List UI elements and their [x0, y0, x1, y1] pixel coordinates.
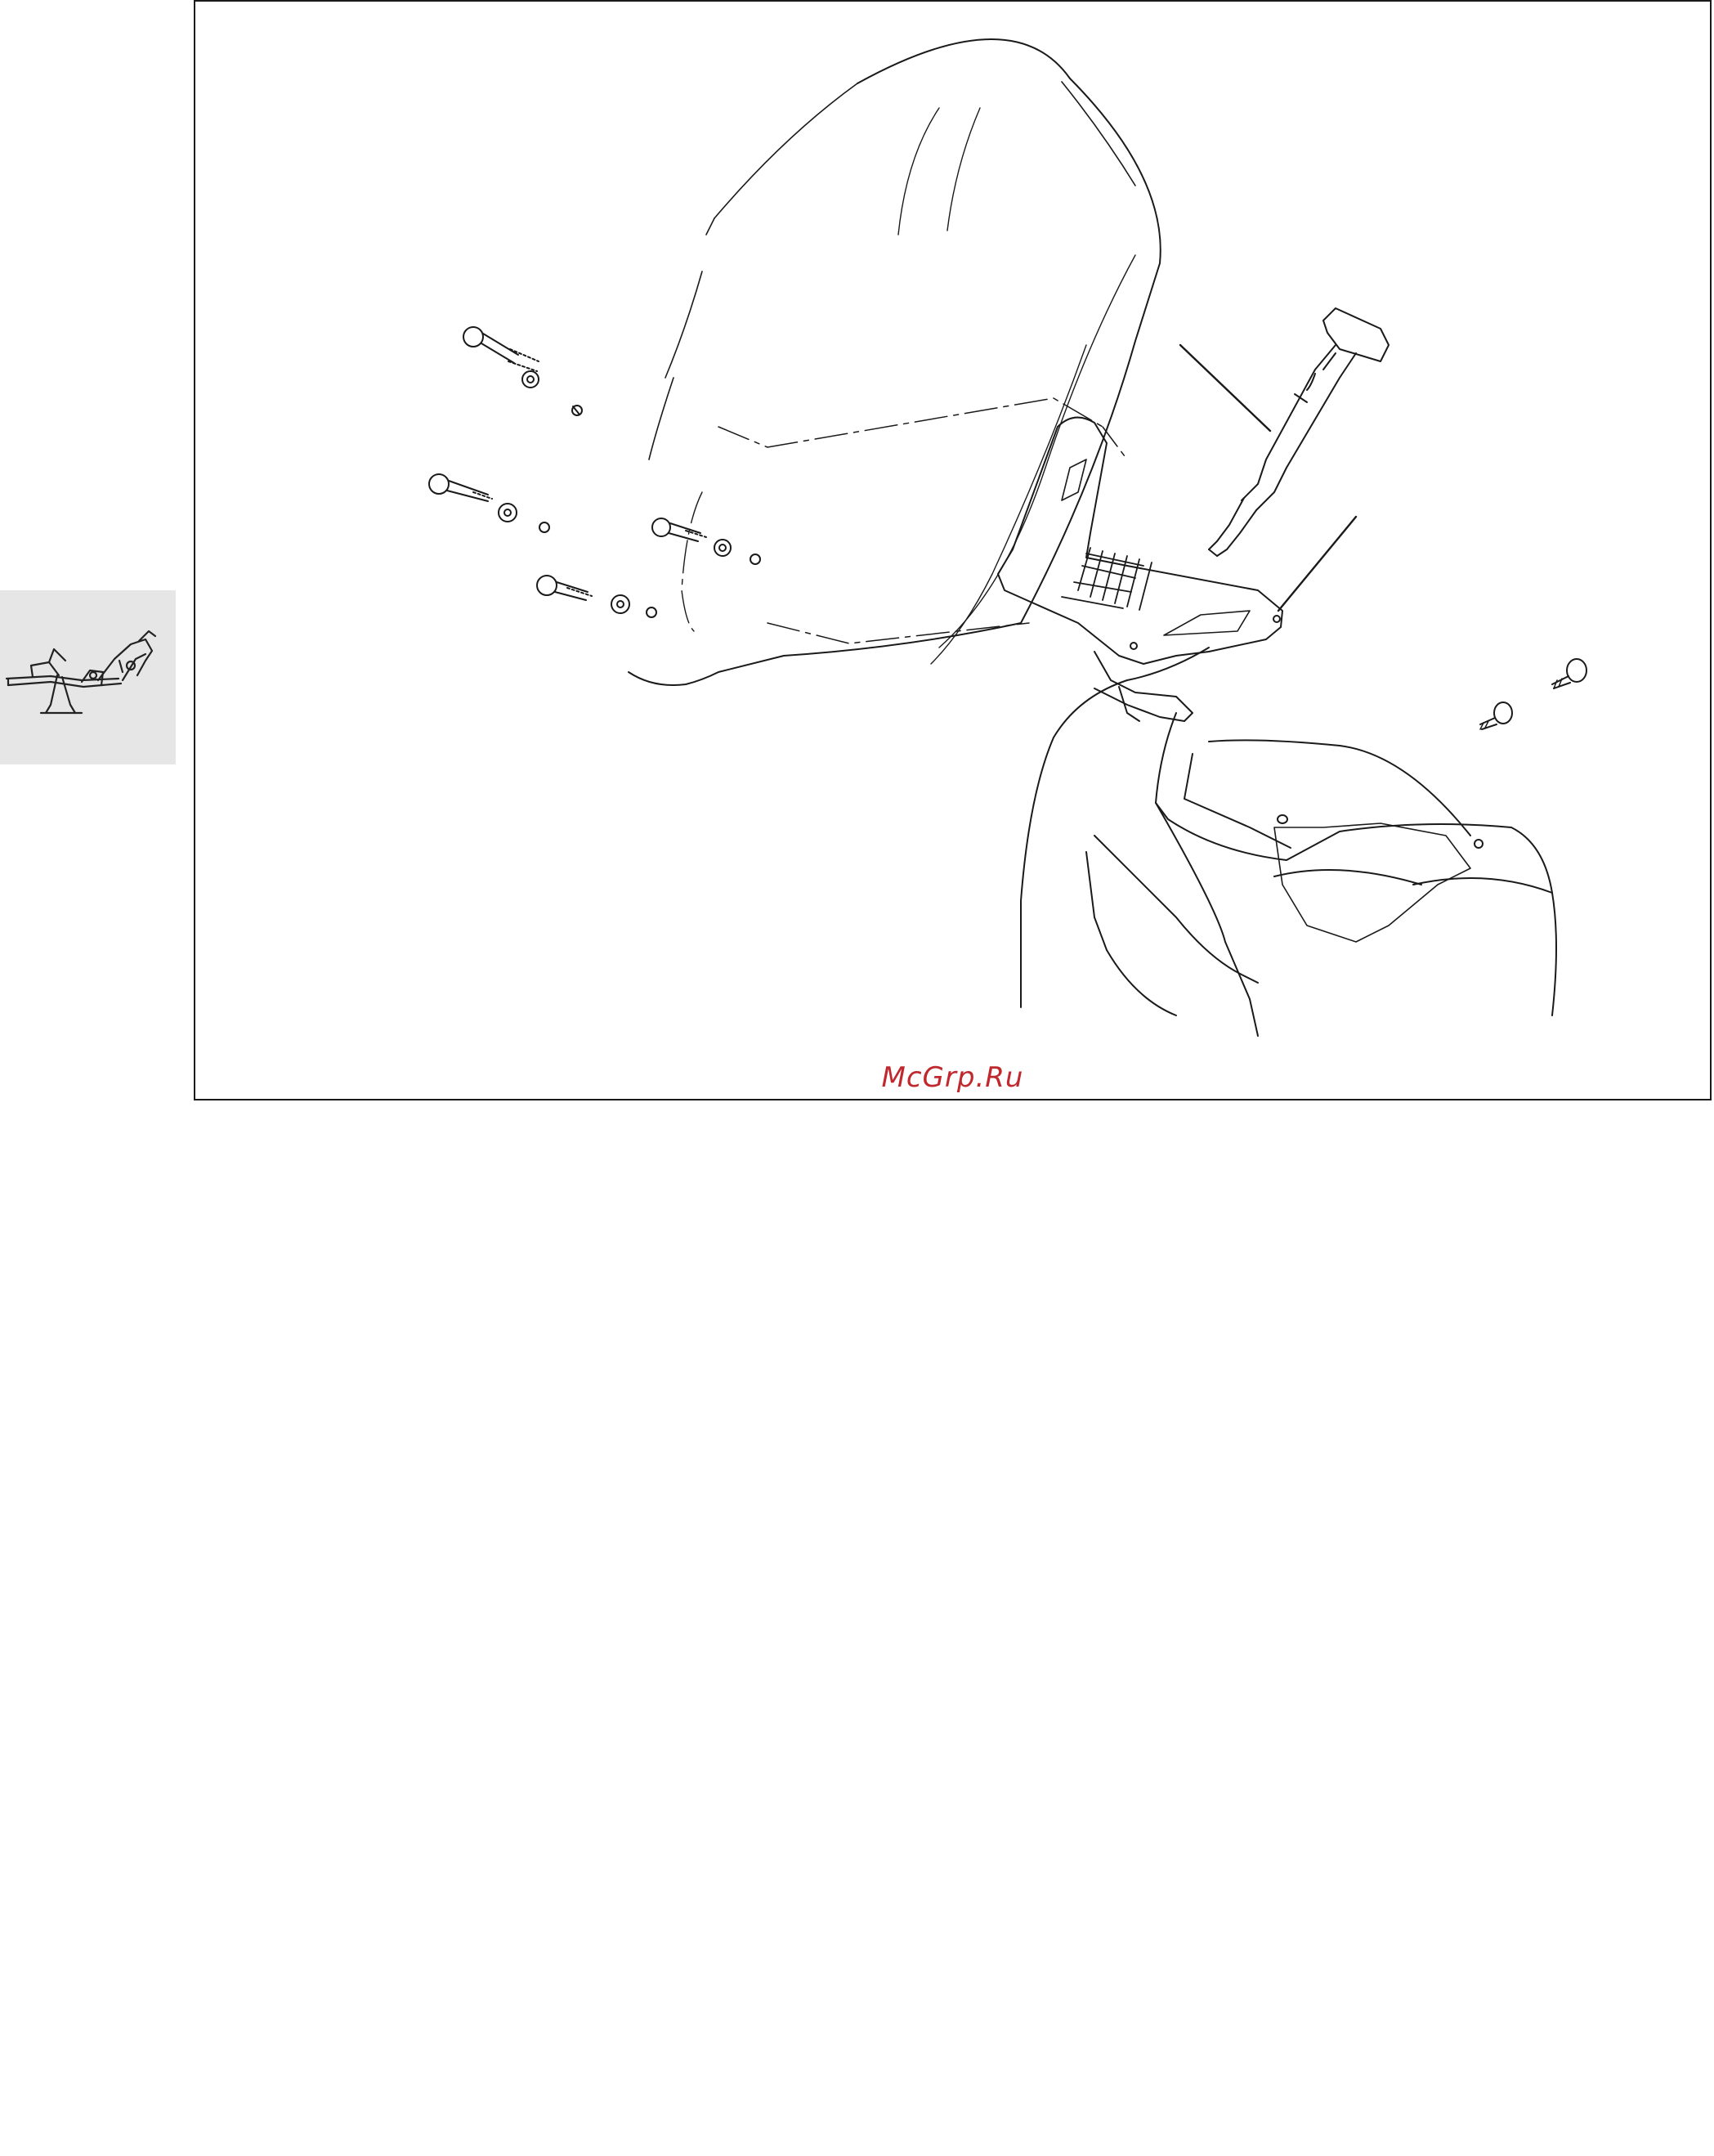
bolt-group-1 [463, 327, 582, 415]
diagram-frame [194, 0, 1712, 1100]
adjustment-knob [1209, 308, 1389, 556]
frame-chassis-icon [0, 590, 176, 764]
bolt-group-2 [429, 474, 549, 532]
screw-1 [1552, 659, 1586, 688]
leader-line-1 [1180, 345, 1270, 431]
windscreen [629, 39, 1161, 685]
section-tab [0, 590, 176, 764]
watermark: McGrp.Ru [881, 1061, 1024, 1094]
leader-line-2 [1278, 517, 1356, 611]
exploded-diagram [195, 2, 1713, 1102]
screw-2 [1480, 702, 1512, 729]
scooter-front-body [1021, 648, 1556, 1036]
bolt-group-4 [537, 576, 656, 617]
bolt-group-3 [652, 518, 760, 564]
